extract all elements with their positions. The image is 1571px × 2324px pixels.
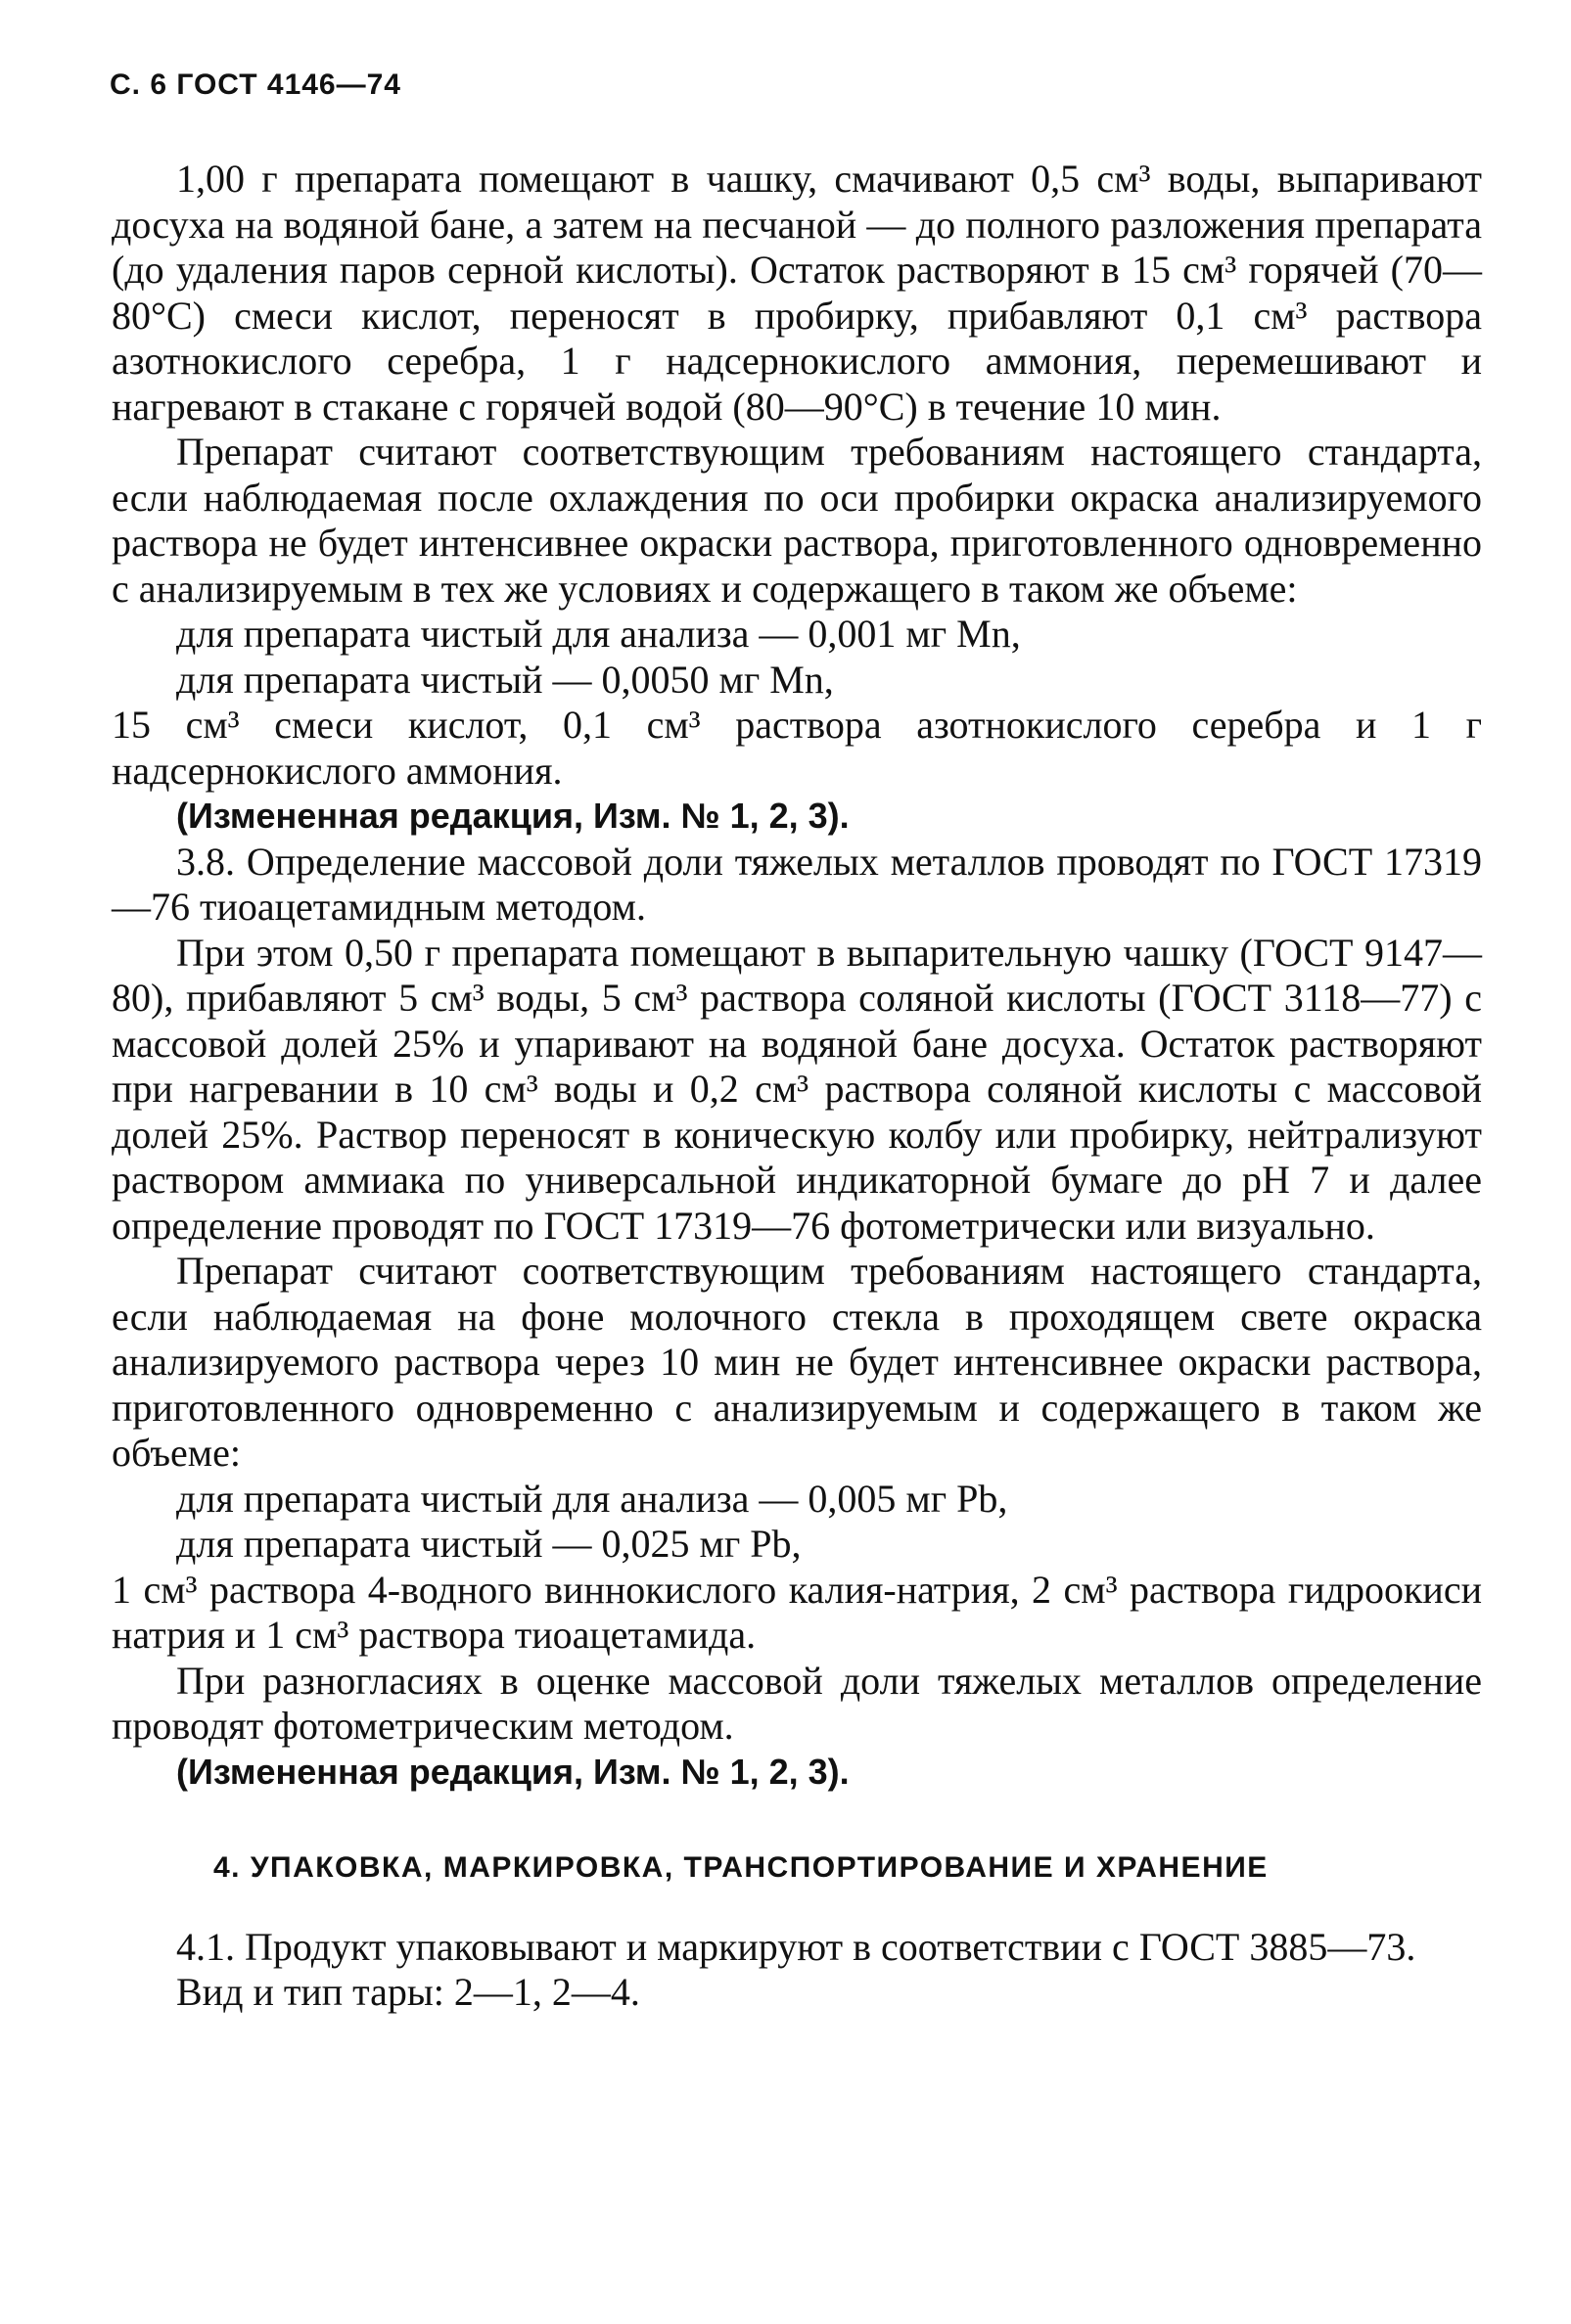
paragraph: При разногласиях в оценке массовой доли тяжелых металлов определение проводят фотометрическим методом.: [112, 1658, 1482, 1748]
amendment-note: (Измененная редакция, Изм. № 1, 2, 3).: [176, 1751, 850, 1792]
paragraph: Препарат считают соответствующим требованиям настоящего стандарта, если наблюдаемая после охлаждения по оси пробирки окраска анализируемого раствора не будет интенсивнее окраски раствора, приготовленного одновременно с анализируемым в тех же условиях и содержащего в таком же объеме:: [112, 430, 1482, 611]
page-header: С. 6 ГОСТ 4146—74: [110, 68, 401, 101]
paragraph: 4.1. Продукт упаковывают и маркируют в соответствии с ГОСТ 3885—73.: [176, 1924, 1416, 1969]
list-item: для препарата чистый для анализа — 0,001 мг Mn,: [176, 612, 1021, 656]
paragraph: 15 см³ смеси кислот, 0,1 см³ раствора азотнокислого серебра и 1 г надсернокислого аммония.: [112, 703, 1482, 793]
list-item: для препарата чистый — 0,025 мг Pb,: [176, 1522, 802, 1566]
paragraph: Препарат считают соответствующим требованиям настоящего стандарта, если наблюдаемая на фоне молочного стекла в проходящем свете окраска анализируемого раствора через 10 мин не будет интенсивнее окраски раствора, приготовленного одновременно с анализируемым и содержащего в таком же объеме:: [112, 1249, 1482, 1475]
paragraph: 3.8. Определение массовой доли тяжелых металлов проводят по ГОСТ 17319—76 тиоацетамидным методом.: [112, 839, 1482, 929]
list-item: для препарата чистый для анализа — 0,005 мг Pb,: [176, 1476, 1008, 1521]
paragraph: 1,00 г препарата помещают в чашку, смачивают 0,5 см³ воды, выпаривают досуха на водяной бане, а затем на песчаной — до полного разложения препарата (до удаления паров серной кислоты). Остаток растворяют в 15 см³ горячей (70—80°С) смеси кислот, переносят в пробирку, прибавляют 0,1 см³ раствора азотнокислого серебра, 1 г надсернокислого аммония, перемешивают и нагревают в стакане с горячей водой (80—90°С) в течение 10 мин.: [112, 157, 1482, 429]
amendment-note: (Измененная редакция, Изм. № 1, 2, 3).: [176, 796, 850, 836]
document-body: [112, 157, 1482, 2016]
list-item: для препарата чистый — 0,0050 мг Mn,: [176, 657, 834, 702]
section-title: 4. УПАКОВКА, МАРКИРОВКА, ТРАНСПОРТИРОВАНИЕ И ХРАНЕНИЕ: [213, 1851, 1269, 1884]
paragraph: При этом 0,50 г препарата помещают в выпарительную чашку (ГОСТ 9147—80), прибавляют 5 см³ воды, 5 см³ раствора соляной кислоты (ГОСТ 3118—77) с массовой долей 25% и упаривают на водяной бане досуха. Остаток растворяют при нагревании в 10 см³ воды и 0,2 см³ раствора соляной кислоты с массовой долей 25%. Раствор переносят в коническую колбу или пробирку, нейтрализуют раствором аммиака по универсальной индикаторной бумаге до pH 7 и далее определение проводят по ГОСТ 17319—76 фотометрически или визуально.: [112, 930, 1482, 1248]
paragraph: Вид и тип тары: 2—1, 2—4.: [176, 1970, 640, 2014]
paragraph: 1 см³ раствора 4-водного виннокислого калия-натрия, 2 см³ раствора гидроокиси натрия и 1 см³ раствора тиоацетамида.: [112, 1567, 1482, 1657]
